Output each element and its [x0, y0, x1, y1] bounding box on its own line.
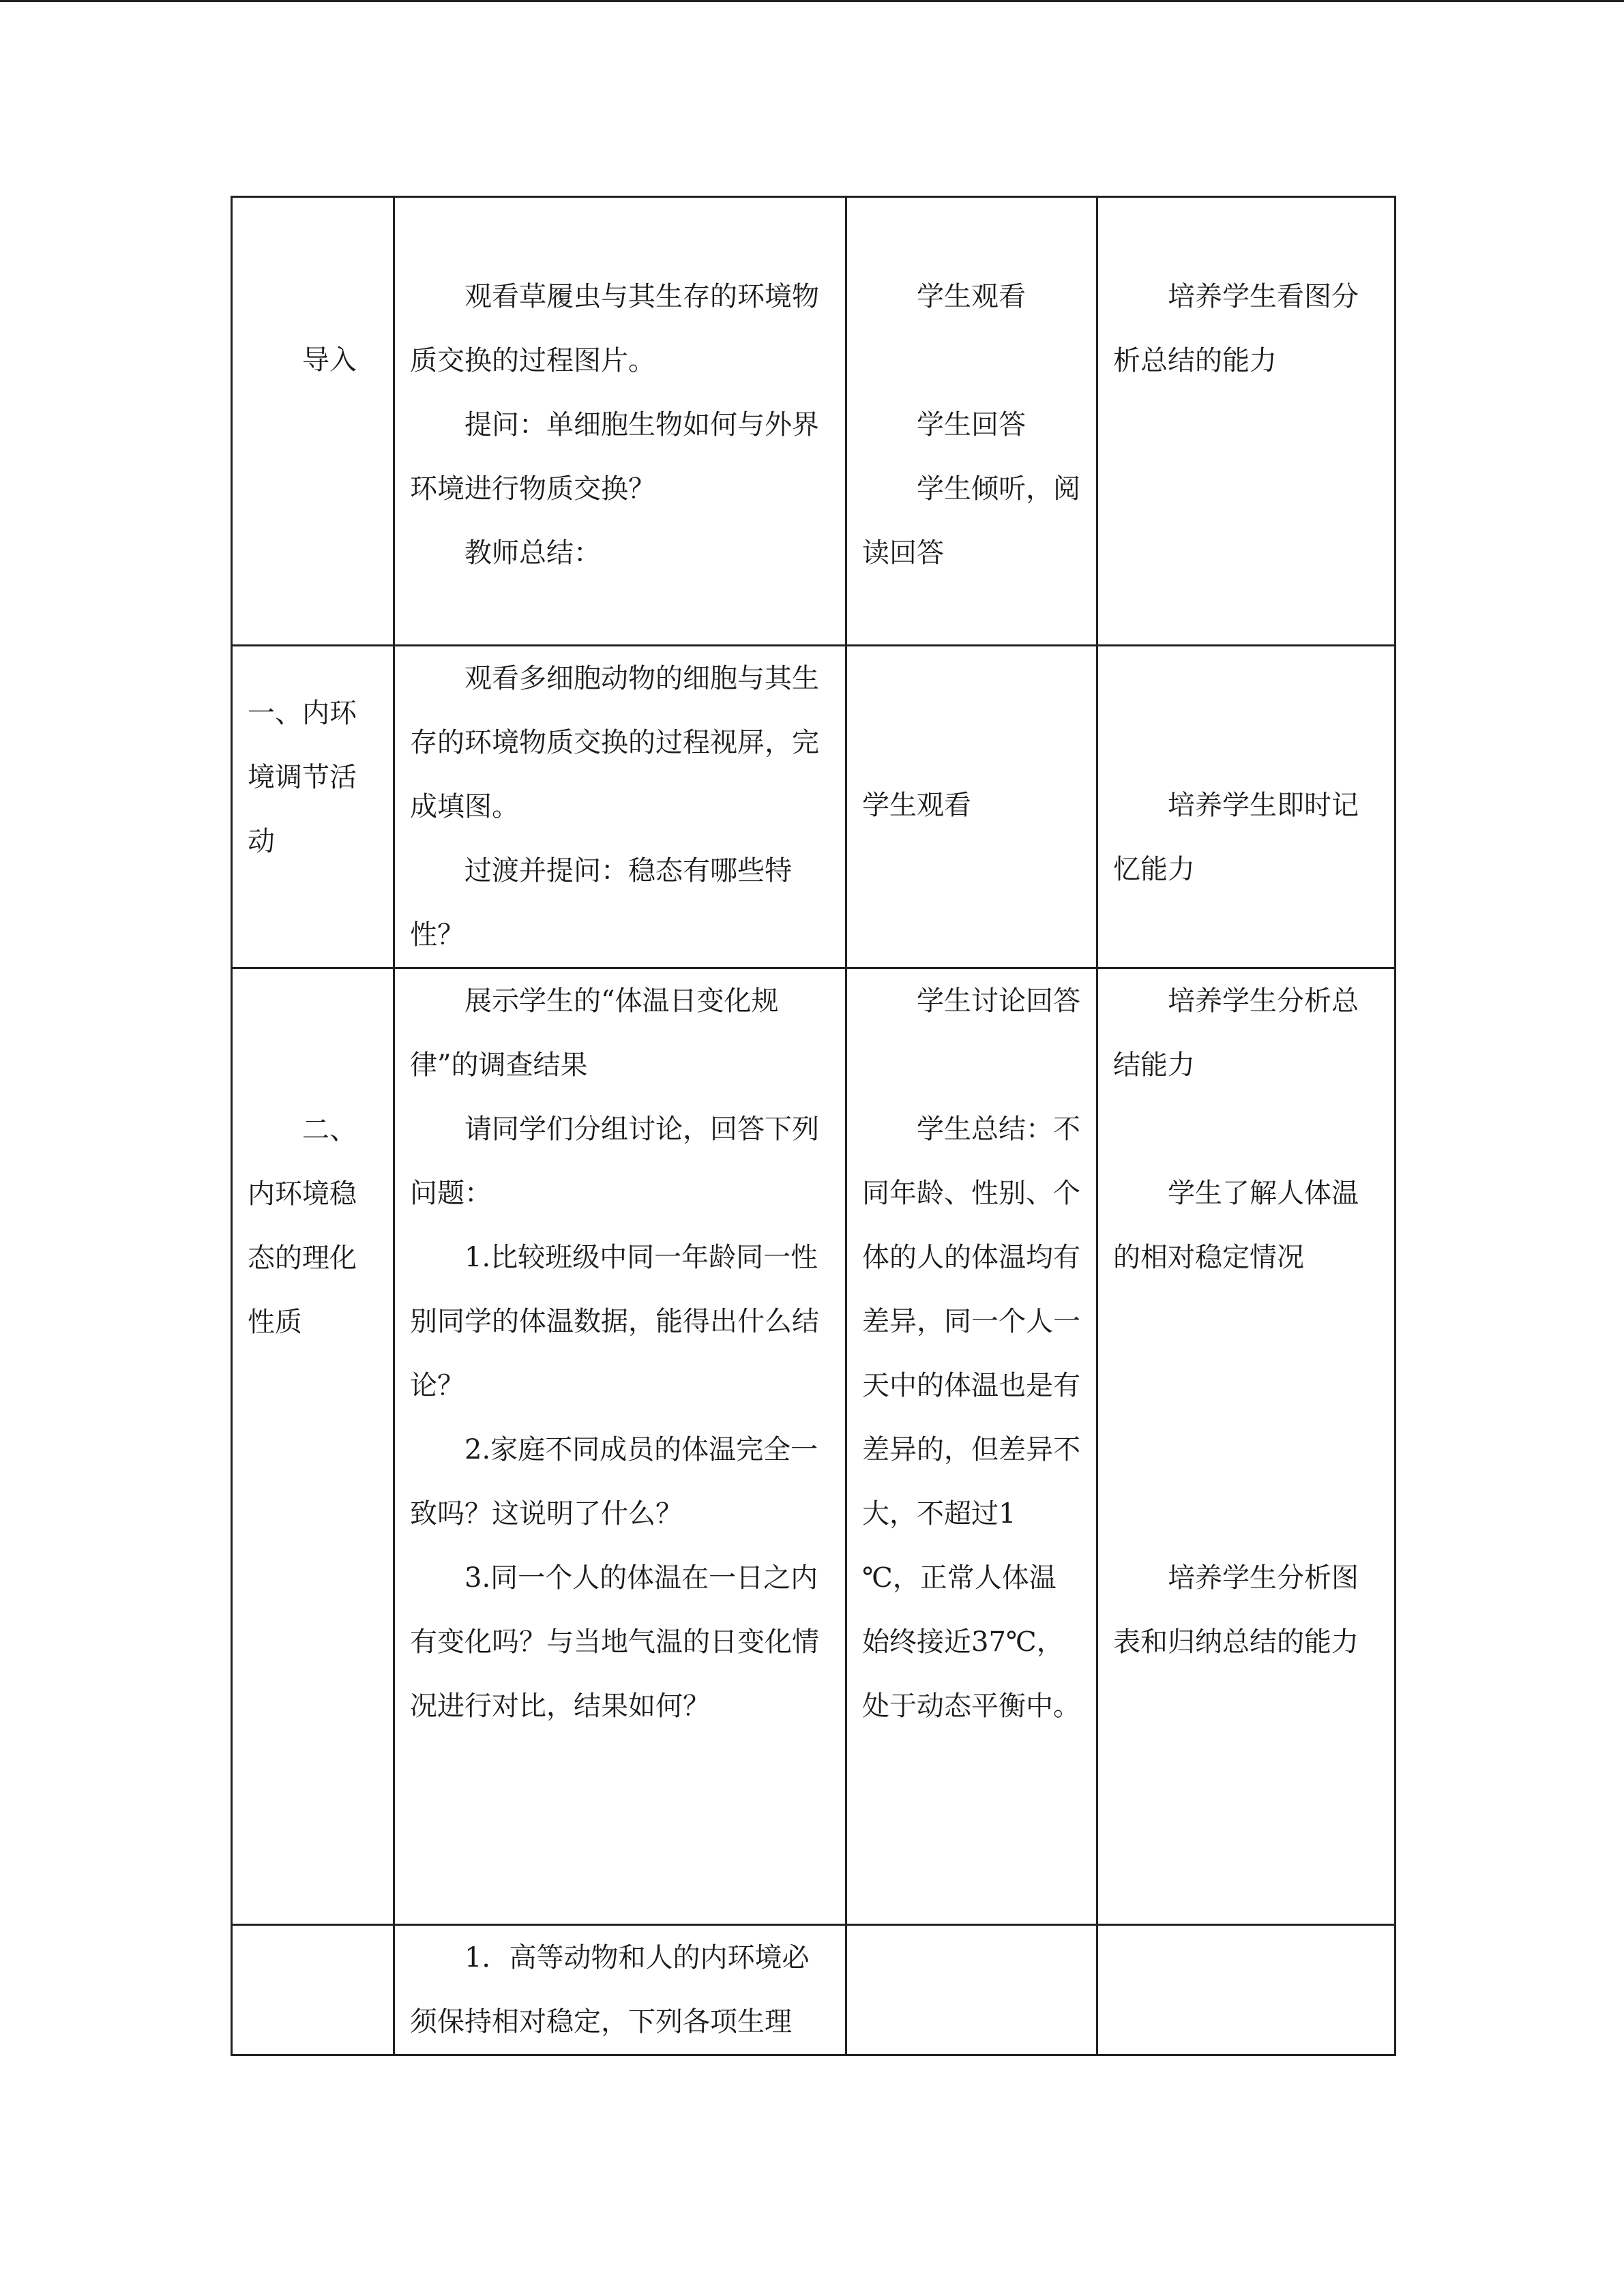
section-cell	[232, 197, 394, 646]
spacer	[1113, 1097, 1379, 1161]
activity-cell	[394, 968, 846, 1925]
student-text: 学生讨论回答	[917, 985, 1080, 1017]
activity-text: 3.同一个人的体温在一日之内有变化吗？与当地气温的日变化情况进行对比，结果如何？	[410, 1562, 819, 1722]
activity-text: 观看多细胞动物的细胞与其生存的环境物质交换的过程视屏，完成填图。	[410, 663, 819, 822]
table-row	[232, 968, 1396, 1925]
activity-text: 教师总结：	[464, 537, 601, 569]
lesson-plan-table	[231, 196, 1396, 2056]
section-title: 内环境稳态的理化性质	[248, 1178, 357, 1338]
spacer	[1113, 1289, 1379, 1546]
table-row	[232, 1925, 1396, 2055]
spacer	[862, 329, 1081, 393]
student-text: 学生观看	[917, 281, 1026, 312]
table-row	[232, 197, 1396, 646]
page-top-border	[0, 0, 1624, 2]
purpose-cell	[1097, 1925, 1396, 2055]
purpose-cell	[1097, 646, 1396, 968]
activity-text: 观看草履虫与其生存的环境物质交换的过程图片。	[410, 281, 819, 376]
purpose-cell	[1097, 968, 1396, 1925]
activity-text: 1．高等动物和人的内环境必须保持相对稳定，下列各项生理	[410, 1942, 810, 2038]
activity-cell	[394, 646, 846, 968]
activity-text: 请同学们分组讨论，回答下列问题：	[410, 1114, 819, 1209]
activity-text: 过渡并提问：稳态有哪些特性？	[410, 855, 792, 951]
section-title: 一、内环境调节活动	[248, 698, 357, 857]
student-text: 学生观看	[862, 790, 971, 821]
student-text: 学生倾听，阅读回答	[862, 473, 1080, 569]
activity-text: 1.比较班级中同一年龄同一性别同学的体温数据，能得出什么结论？	[410, 1242, 819, 1401]
purpose-text: 培养学生看图分析总结的能力	[1113, 281, 1359, 376]
activity-text: 提问：单细胞生物如何与外界环境进行物质交换？	[410, 409, 819, 505]
activity-text: 展示学生的“体温日变化规律”的调查结果	[410, 985, 779, 1081]
activity-cell	[394, 197, 846, 646]
section-cell	[232, 646, 394, 968]
student-cell	[846, 197, 1097, 646]
table-row	[232, 646, 1396, 968]
section-title-prefix: 二、	[302, 1114, 357, 1146]
section-cell	[232, 968, 394, 1925]
purpose-cell	[1097, 197, 1396, 646]
student-cell	[846, 968, 1097, 1925]
purpose-text: 培养学生分析图表和归纳总结的能力	[1113, 1562, 1359, 1658]
activity-text: 2.家庭不同成员的体温完全一致吗？这说明了什么？	[410, 1434, 818, 1530]
purpose-text: 培养学生分析总结能力	[1113, 985, 1359, 1081]
section-title: 导入	[302, 344, 357, 376]
student-text: 学生回答	[917, 409, 1026, 441]
purpose-text: 培养学生即时记忆能力	[1113, 790, 1359, 885]
activity-cell	[394, 1925, 846, 2055]
student-cell	[846, 646, 1097, 968]
section-cell	[232, 1925, 394, 2055]
student-text: 学生总结：不同年龄、性别、个体的人的体温均有差异，同一个人一天中的体温也是有差异的，但差异不大，不超过1 ℃，正常人体温始终接近37℃，处于动态平衡中。	[862, 1114, 1080, 1722]
spacer	[862, 1033, 1081, 1097]
student-cell	[846, 1925, 1097, 2055]
purpose-text: 学生了解人体温的相对稳定情况	[1113, 1178, 1359, 1273]
